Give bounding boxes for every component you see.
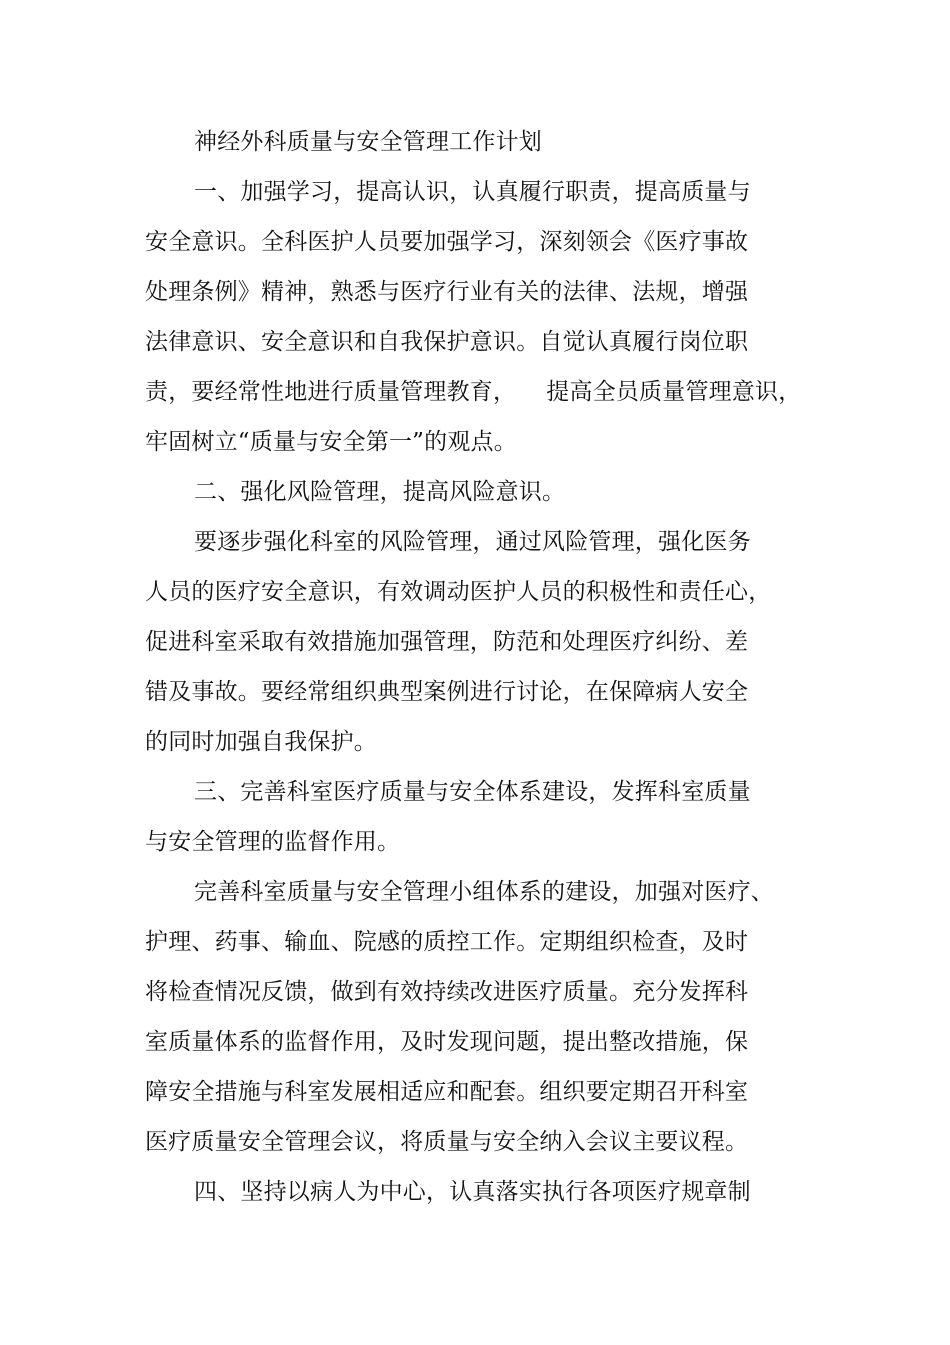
paragraph-line: 一、加强学习，提高认识，认真履行职责，提高质量与	[194, 179, 751, 205]
paragraph-line: 将检查情况反馈，做到有效持续改进医疗质量。充分发挥科	[145, 979, 749, 1005]
paragraph-line: 促进科室采取有效措施加强管理，防范和处理医疗纠纷、差	[145, 629, 749, 655]
paragraph-line: 完善科室质量与安全管理小组体系的建设，加强对医疗、	[194, 879, 774, 905]
paragraph-line: 医疗质量安全管理会议，将质量与安全纳入会议主要议程。	[145, 1129, 749, 1155]
section-heading: 三、完善科室医疗质量与安全体系建设，发挥科室质量	[194, 779, 751, 805]
paragraph-line: 要逐步强化科室的风险管理，通过风险管理，强化医务	[194, 529, 751, 555]
paragraph-line: 处理条例》精神，熟悉与医疗行业有关的法律、法规，增强	[145, 279, 749, 305]
section-heading-continued: 与安全管理的监督作用。	[145, 829, 401, 855]
paragraph-line: 错及事故。要经常组织典型案例进行讨论，在保障病人安全	[145, 679, 749, 705]
paragraph-line: 的同时加强自我保护。	[145, 729, 377, 755]
paragraph-line: 人员的医疗安全意识，有效调动医护人员的积极性和责任心，	[145, 579, 772, 605]
paragraph-line: 牢固树立“质量与安全第一”的观点。	[145, 429, 517, 455]
paragraph-line: 障安全措施与科室发展相适应和配套。组织要定期召开科室	[145, 1079, 749, 1105]
paragraph-line: 责，要经常性地进行质量管理教育， 提高全员质量管理意识，	[145, 379, 802, 405]
paragraph-line: 室质量体系的监督作用，及时发现问题，提出整改措施，保	[145, 1029, 749, 1055]
section-heading: 四、坚持以病人为中心，认真落实执行各项医疗规章制	[194, 1179, 751, 1205]
section-heading: 二、强化风险管理，提高风险意识。	[194, 479, 566, 505]
document-title: 神经外科质量与安全管理工作计划	[194, 129, 542, 155]
paragraph-line: 法律意识、安全意识和自我保护意识。自觉认真履行岗位职	[145, 329, 749, 355]
paragraph-line: 护理、药事、输血、院感的质控工作。定期组织检查，及时	[145, 929, 749, 955]
paragraph-line: 安全意识。全科医护人员要加强学习，深刻领会《医疗事故	[145, 229, 749, 255]
